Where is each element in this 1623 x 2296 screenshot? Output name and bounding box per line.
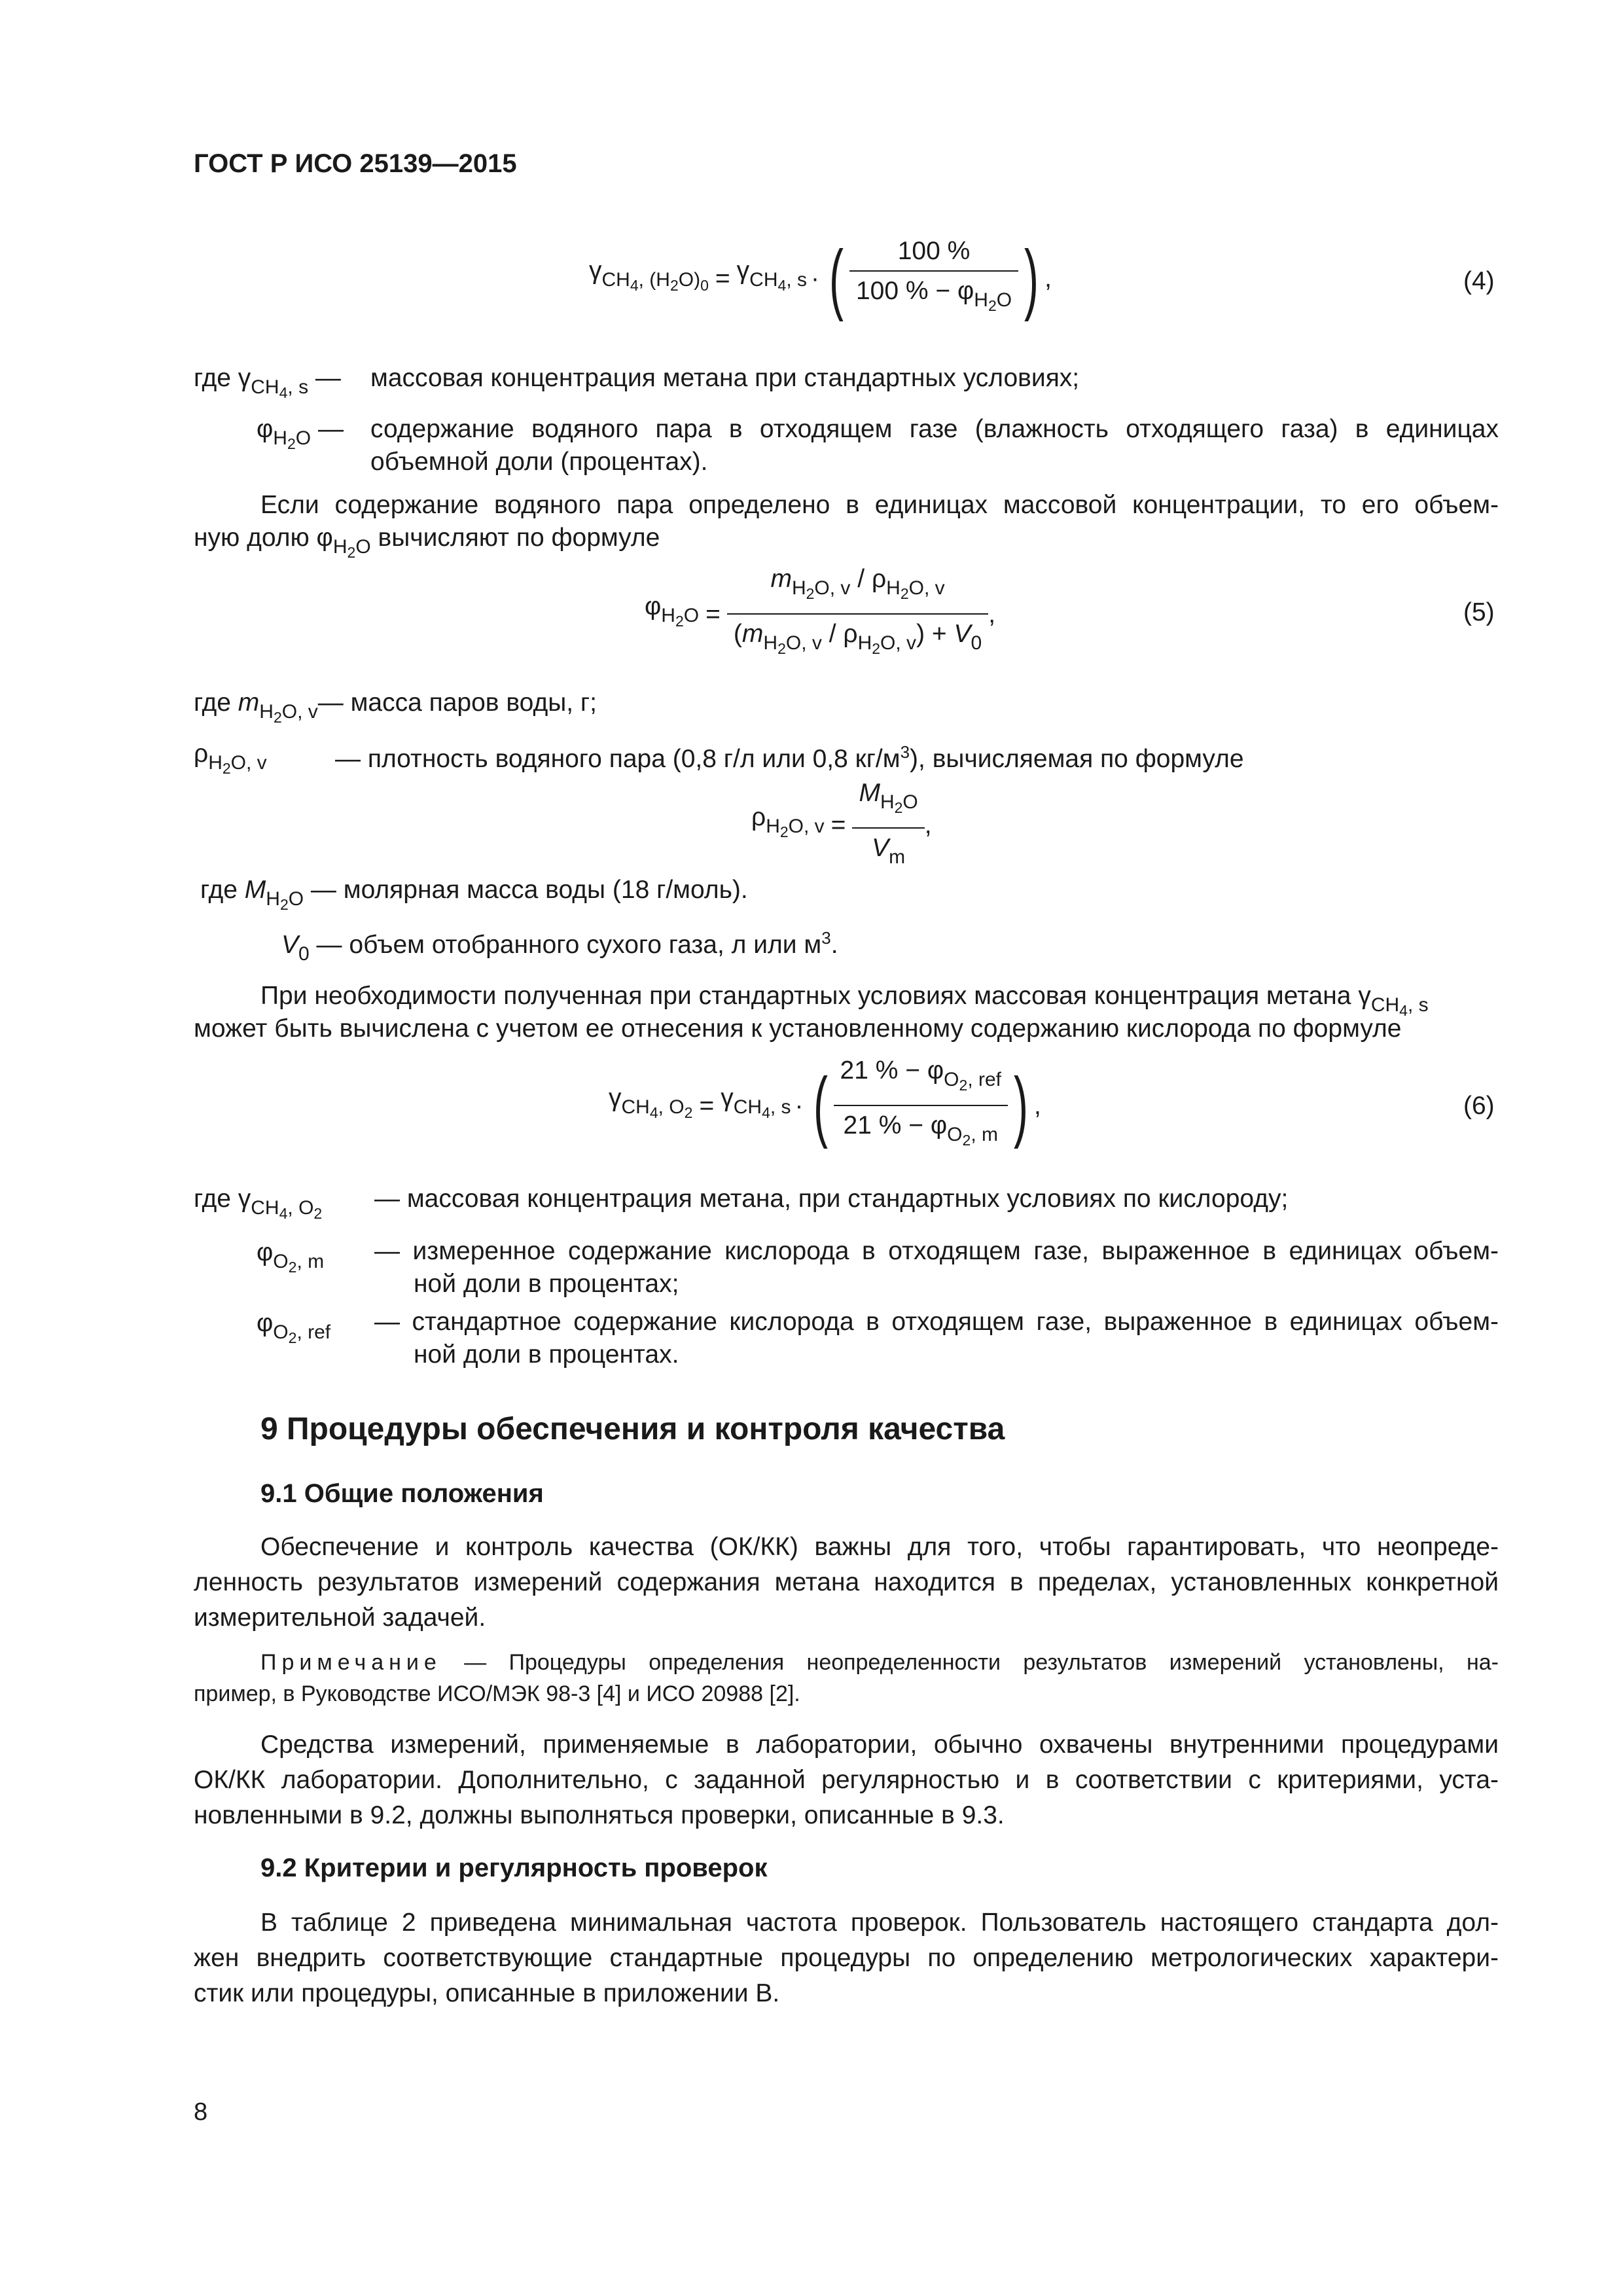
s91-p2-line3: новленными в 9.2, должны выполняться проверки, описанные в 9.3.	[194, 1801, 1005, 1829]
rho-def2-tail: .	[830, 931, 838, 959]
eq5-def1: где $m_{H_2O, v}—$ масса паров воды, г;	[194, 689, 597, 726]
s92-p1-line3: стик или процедуры, описанные в приложении В.	[194, 1979, 780, 2007]
para-moisture-line2-post: вычисляют по формуле	[378, 524, 660, 552]
para-moisture-line1: Если содержание водяного пара определено в единицах массовой концентрации, то его объем-	[260, 491, 1499, 519]
equation-6-number: (6)	[1463, 1092, 1495, 1120]
s92-p1-line2: жен внедрить соответствующие стандартные процедуры по определению метрологических характери-	[194, 1944, 1499, 1972]
eq5-def2	[335, 736, 1244, 776]
s91-p1-line1: Обеспечение и контроль качества (ОК/КК) важны для того, чтобы гарантировать, что неопреде-	[260, 1533, 1499, 1561]
para-moisture-line2-pre: ную долю	[194, 524, 310, 552]
rho-def1-text: — молярная масса воды (18 г/моль).	[310, 876, 748, 904]
eq5-def2-sup: 3	[900, 742, 910, 762]
note-label: Примечание	[260, 1650, 442, 1675]
eq5-def2-tail: ), вычисляемая по формуле	[910, 745, 1244, 773]
note-line1-text: — Процедуры определения неопределенности результатов измерений установлены, на-	[441, 1650, 1499, 1675]
eq6-def2-line1: — измеренное содержание кислорода в отходящем газе, выраженное в единицах объем-	[374, 1237, 1499, 1265]
note-line1	[260, 1648, 1499, 1677]
eq4-def2-line1: содержание водяного пара в отходящем газе (влажность отходящего газа) в единицах	[370, 415, 1499, 443]
s91-p1-line2: ленность результатов измерений содержания метана находится в пределах, установленных конкретной	[194, 1568, 1499, 1596]
s91-p2-line1: Средства измерений, применяемые в лаборатории, обычно охвачены внутренними процедурами	[260, 1731, 1499, 1759]
note-line2: пример, в Руководстве ИСО/МЭК 98-3 [4] и ИСО 20988 [2].	[194, 1681, 800, 1706]
equation-5-number: (5)	[1463, 598, 1495, 626]
para-moisture-line2: ную долю $\varphi_{H_2O}$ вычисляют по формуле	[194, 524, 660, 561]
where-label: где	[194, 364, 231, 392]
eq5-def2-symbol: $\rho_{H_2O, v}$	[194, 740, 267, 777]
equation-4-number: (4)	[1463, 267, 1495, 295]
eq6-num-percent: 21 %	[840, 1056, 899, 1085]
section-9-2-title: 9.2 Критерии и регулярность проверок	[260, 1854, 768, 1882]
equation-5: $\varphi_{H_2O}$ = $\frac{m_{H_2O, v} / \rho_{H_2O, v}}{(m_{H_2O, v} / \rho_{H_2O, v}) + V_0}$ ,	[645, 568, 995, 660]
equation-rho: $\rho_{H_2O, v}$ = $\frac{M_{H_2O}}{V_m}$ ,	[751, 779, 932, 870]
eq6-def2-line2: ной доли в процентах;	[414, 1270, 679, 1298]
eq5-def1-text: — масса паров воды, г;	[317, 689, 597, 717]
rho-def2-sup: 3	[821, 928, 831, 948]
where-label: где	[194, 689, 231, 717]
eq4-numerator: 100 %	[849, 234, 1018, 272]
s91-p2-line2: ОК/КК лаборатории. Дополнительно, с заданной регулярностью и в соответствии с критериями, уста-	[194, 1766, 1499, 1794]
eq6-def3-symbol: $\varphi_{O_2, ref}$	[257, 1309, 331, 1346]
eq4-def2-line2: объемной доли (процентах).	[370, 448, 708, 476]
eq4-denominator-percent: 100 %	[855, 276, 929, 305]
section-9-title: 9 Процедуры обеспечения и контроля качества	[260, 1412, 1005, 1446]
eq4-def2-symbol: $\varphi_{H_2O}$ —	[257, 415, 344, 452]
eq6-def3-line2: ной доли в процентах.	[414, 1340, 679, 1369]
page-number: 8	[194, 2098, 208, 2126]
eq4-def1-symbol: где $\gamma_{CH_4, s}$ —	[194, 364, 341, 401]
rho-def2: $V_0$ — объем отобранного сухого газа, л или $м^3$.	[281, 928, 838, 965]
eq5-def2-text: — плотность водяного пара (0,8 г/л или 0,8 кг/м	[335, 745, 901, 773]
where-label: где	[194, 1185, 231, 1213]
para-oxygen-line1: При необходимости полученная при стандартных условиях массовая концентрация метана $\gamma_{CH_4, s}$	[260, 982, 1429, 1019]
para-oxygen-line1-text: При необходимости полученная при стандартных условиях массовая концентрация метана	[260, 982, 1351, 1010]
where-label: где	[200, 876, 238, 904]
rho-def1: где $M_{H_2O}$ — молярная масса воды (18 г/моль).	[200, 876, 748, 913]
eq6-den-percent: 21 %	[843, 1111, 902, 1139]
rho-def2-text: — объем отобранного сухого газа, л или м	[316, 931, 822, 959]
para-oxygen-line2: может быть вычислена с учетом ее отнесения к установленному содержанию кислорода по формуле	[194, 1014, 1402, 1043]
eq6-def3-line1: — стандартное содержание кислорода в отходящем газе, выраженное в единицах объем-	[374, 1308, 1499, 1336]
equation-6: $\gamma_{CH_4, O_2}$ = $\gamma_{CH_4, s}$ · ( $\frac{21 \% - \varphi_{O_2, ref}}{21 \% - \varphi_{O_2, m}}$ ) ,	[609, 1056, 1041, 1155]
section-9-1-title: 9.1 Общие положения	[260, 1479, 544, 1508]
eq6-def1-text: — массовая концентрация метана, при стандартных условиях по кислороду;	[374, 1185, 1289, 1213]
eq6-def2-symbol: $\varphi_{O_2, m}$	[257, 1238, 325, 1276]
s92-p1-line1: В таблице 2 приведена минимальная частота проверок. Пользователь настоящего стандарта дол-	[260, 1909, 1499, 1937]
s91-p1-line3: измерительной задачей.	[194, 1604, 486, 1632]
standard-id-header: ГОСТ Р ИСО 25139—2015	[194, 149, 517, 178]
eq4-def1-text: массовая концентрация метана при стандартных условиях;	[370, 364, 1080, 392]
equation-4: $\gamma_{CH_4, (H_2O)_0}$ = $\gamma_{CH_4, s}$ · ( $\frac{100 \%}{100 \% - \varphi_{H_2O}}$ ) ,	[589, 234, 1052, 322]
eq6-def1-symbol: где $\gamma_{CH_4, O_2}$	[194, 1185, 323, 1222]
